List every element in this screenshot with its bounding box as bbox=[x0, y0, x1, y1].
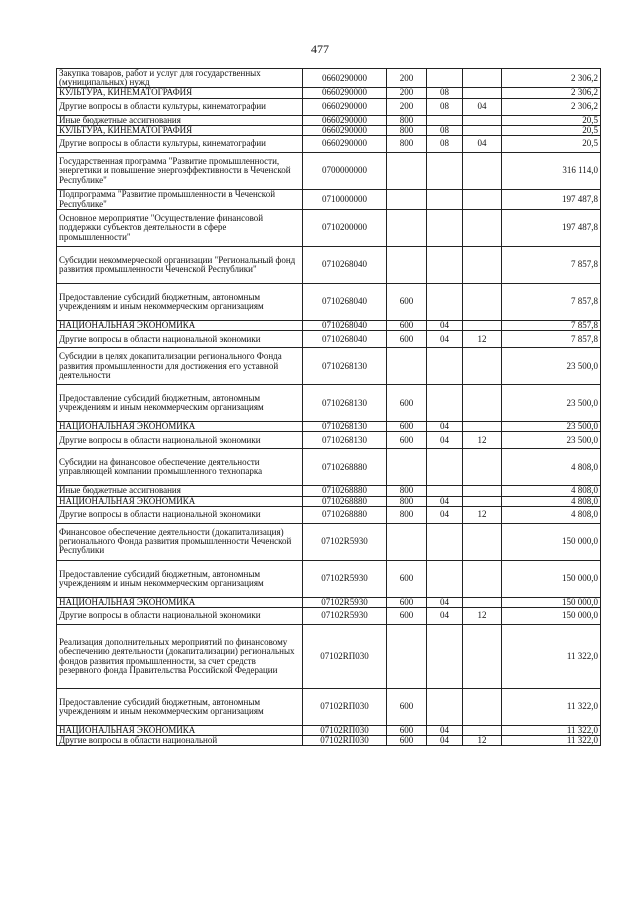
row-name: Другие вопросы в области национальной экономики bbox=[57, 608, 303, 625]
row-code: 0710000000 bbox=[303, 190, 387, 210]
row-section bbox=[427, 69, 463, 88]
row-expense-type bbox=[387, 523, 427, 560]
table-row bbox=[57, 726, 601, 736]
row-section: 08 bbox=[427, 125, 463, 135]
row-amount: 150 000,0 bbox=[502, 608, 601, 625]
row-subsection bbox=[463, 726, 502, 736]
row-section: 04 bbox=[427, 597, 463, 607]
row-code: 07102R5930 bbox=[303, 560, 387, 597]
row-name: Субсидии в целях докапитализации регионального Фонда развития промышленности для достижения его уставной деятельности bbox=[57, 348, 303, 385]
row-subsection bbox=[463, 69, 502, 88]
row-expense-type: 800 bbox=[387, 496, 427, 506]
row-amount: 4 808,0 bbox=[502, 486, 601, 496]
row-name: Другие вопросы в области культуры, кинематографии bbox=[57, 98, 303, 115]
row-section: 04 bbox=[427, 422, 463, 432]
row-subsection bbox=[463, 115, 502, 125]
row-name: Основное мероприятие "Осуществление финансовой поддержки субъектов деятельности в сфере промышленности" bbox=[57, 210, 303, 247]
row-expense-type: 600 bbox=[387, 331, 427, 348]
table-row bbox=[57, 125, 601, 135]
row-expense-type: 600 bbox=[387, 422, 427, 432]
row-code: 0710268040 bbox=[303, 284, 387, 321]
row-amount: 2 306,2 bbox=[502, 69, 601, 88]
row-name: Иные бюджетные ассигнования bbox=[57, 486, 303, 496]
row-amount: 23 500,0 bbox=[502, 432, 601, 449]
row-code: 0660290000 bbox=[303, 136, 387, 153]
table-row bbox=[57, 432, 601, 449]
table-row bbox=[57, 88, 601, 98]
row-amount: 4 808,0 bbox=[502, 496, 601, 506]
row-code: 0710268130 bbox=[303, 348, 387, 385]
row-name: Закупка товаров, работ и услуг для государственных (муниципальных) нужд bbox=[57, 69, 303, 88]
row-name: Предоставление субсидий бюджетным, автономным учреждениям и иным некоммерческим организациям bbox=[57, 385, 303, 422]
row-section: 04 bbox=[427, 506, 463, 523]
row-section bbox=[427, 348, 463, 385]
row-code: 0710268130 bbox=[303, 385, 387, 422]
row-amount: 11 322,0 bbox=[502, 736, 601, 746]
page-number: 477 bbox=[311, 42, 329, 56]
row-section bbox=[427, 486, 463, 496]
row-name: Другие вопросы в области культуры, кинематографии bbox=[57, 136, 303, 153]
row-subsection bbox=[463, 523, 502, 560]
row-section bbox=[427, 190, 463, 210]
row-expense-type bbox=[387, 247, 427, 284]
row-code: 0710268130 bbox=[303, 422, 387, 432]
row-code: 0710268040 bbox=[303, 247, 387, 284]
table-row bbox=[57, 153, 601, 190]
row-amount: 20,5 bbox=[502, 115, 601, 125]
row-section: 08 bbox=[427, 88, 463, 98]
row-subsection bbox=[463, 88, 502, 98]
row-expense-type: 800 bbox=[387, 486, 427, 496]
row-subsection: 12 bbox=[463, 432, 502, 449]
row-section bbox=[427, 247, 463, 284]
row-name: Предоставление субсидий бюджетным, автономным учреждениям и иным некоммерческим организациям bbox=[57, 689, 303, 726]
row-name: Субсидии некоммерческой организации "Региональный фонд развития промышленности Чеченской Республики" bbox=[57, 247, 303, 284]
row-code: 0700000000 bbox=[303, 153, 387, 190]
table-row bbox=[57, 422, 601, 432]
row-expense-type: 600 bbox=[387, 560, 427, 597]
budget-table-body bbox=[57, 69, 601, 746]
row-subsection bbox=[463, 321, 502, 331]
row-amount: 7 857,8 bbox=[502, 284, 601, 321]
row-amount: 23 500,0 bbox=[502, 348, 601, 385]
row-expense-type bbox=[387, 449, 427, 486]
table-row bbox=[57, 331, 601, 348]
row-amount: 316 114,0 bbox=[502, 153, 601, 190]
row-expense-type: 600 bbox=[387, 321, 427, 331]
row-section: 04 bbox=[427, 331, 463, 348]
table-row bbox=[57, 597, 601, 607]
row-name: КУЛЬТУРА, КИНЕМАТОГРАФИЯ bbox=[57, 125, 303, 135]
row-section bbox=[427, 689, 463, 726]
row-subsection bbox=[463, 422, 502, 432]
table-row bbox=[57, 136, 601, 153]
row-name: Другие вопросы в области национальной экономики bbox=[57, 506, 303, 523]
table-row bbox=[57, 247, 601, 284]
row-code: 07102RП030 bbox=[303, 625, 387, 689]
row-name: Предоставление субсидий бюджетным, автономным учреждениям и иным некоммерческим организациям bbox=[57, 284, 303, 321]
row-subsection: 12 bbox=[463, 608, 502, 625]
row-expense-type: 600 bbox=[387, 689, 427, 726]
row-name: Подпрограмма "Развитие промышленности в Чеченской Республике" bbox=[57, 190, 303, 210]
row-expense-type: 200 bbox=[387, 69, 427, 88]
row-expense-type bbox=[387, 625, 427, 689]
table-row bbox=[57, 689, 601, 726]
row-subsection bbox=[463, 449, 502, 486]
row-code: 0710268880 bbox=[303, 496, 387, 506]
row-subsection bbox=[463, 597, 502, 607]
table-row bbox=[57, 486, 601, 496]
table-row bbox=[57, 348, 601, 385]
table-row bbox=[57, 506, 601, 523]
row-name: КУЛЬТУРА, КИНЕМАТОГРАФИЯ bbox=[57, 88, 303, 98]
row-name: НАЦИОНАЛЬНАЯ ЭКОНОМИКА bbox=[57, 726, 303, 736]
row-expense-type: 200 bbox=[387, 98, 427, 115]
row-subsection bbox=[463, 486, 502, 496]
row-subsection: 12 bbox=[463, 736, 502, 746]
row-subsection bbox=[463, 560, 502, 597]
table-row bbox=[57, 321, 601, 331]
row-code: 07102R5930 bbox=[303, 608, 387, 625]
row-subsection bbox=[463, 153, 502, 190]
row-subsection bbox=[463, 125, 502, 135]
row-code: 07102RП030 bbox=[303, 736, 387, 746]
row-name: НАЦИОНАЛЬНАЯ ЭКОНОМИКА bbox=[57, 422, 303, 432]
row-section bbox=[427, 210, 463, 247]
row-amount: 11 322,0 bbox=[502, 689, 601, 726]
row-code: 0710268880 bbox=[303, 506, 387, 523]
row-section: 04 bbox=[427, 736, 463, 746]
row-amount: 23 500,0 bbox=[502, 385, 601, 422]
row-subsection bbox=[463, 625, 502, 689]
table-row bbox=[57, 385, 601, 422]
row-name: НАЦИОНАЛЬНАЯ ЭКОНОМИКА bbox=[57, 321, 303, 331]
row-name: Другие вопросы в области национальной экономики bbox=[57, 331, 303, 348]
row-amount: 20,5 bbox=[502, 125, 601, 135]
row-section: 04 bbox=[427, 321, 463, 331]
row-code: 0710268880 bbox=[303, 486, 387, 496]
row-subsection bbox=[463, 210, 502, 247]
row-code: 07102RП030 bbox=[303, 726, 387, 736]
row-code: 0710200000 bbox=[303, 210, 387, 247]
row-subsection: 04 bbox=[463, 98, 502, 115]
table-row bbox=[57, 608, 601, 625]
row-name: НАЦИОНАЛЬНАЯ ЭКОНОМИКА bbox=[57, 597, 303, 607]
row-code: 0660290000 bbox=[303, 125, 387, 135]
row-subsection bbox=[463, 385, 502, 422]
row-amount: 4 808,0 bbox=[502, 449, 601, 486]
row-section: 08 bbox=[427, 136, 463, 153]
row-amount: 4 808,0 bbox=[502, 506, 601, 523]
row-subsection: 12 bbox=[463, 506, 502, 523]
table-row bbox=[57, 98, 601, 115]
row-amount: 2 306,2 bbox=[502, 88, 601, 98]
table-row bbox=[57, 523, 601, 560]
row-expense-type bbox=[387, 348, 427, 385]
row-subsection: 04 bbox=[463, 136, 502, 153]
row-expense-type: 200 bbox=[387, 88, 427, 98]
row-name: Предоставление субсидий бюджетным, автономным учреждениям и иным некоммерческим организациям bbox=[57, 560, 303, 597]
row-code: 07102R5930 bbox=[303, 523, 387, 560]
table-row bbox=[57, 69, 601, 88]
row-subsection bbox=[463, 348, 502, 385]
row-code: 0710268880 bbox=[303, 449, 387, 486]
row-section bbox=[427, 449, 463, 486]
row-subsection bbox=[463, 689, 502, 726]
table-row bbox=[57, 496, 601, 506]
row-expense-type: 600 bbox=[387, 597, 427, 607]
row-name: НАЦИОНАЛЬНАЯ ЭКОНОМИКА bbox=[57, 496, 303, 506]
row-expense-type: 600 bbox=[387, 385, 427, 422]
row-code: 07102R5930 bbox=[303, 597, 387, 607]
row-code: 0660290000 bbox=[303, 69, 387, 88]
table-row bbox=[57, 284, 601, 321]
row-name: Финансовое обеспечение деятельности (докапитализация) регионального Фонда развития промышленности Чеченской Республики bbox=[57, 523, 303, 560]
row-subsection bbox=[463, 247, 502, 284]
row-amount: 23 500,0 bbox=[502, 422, 601, 432]
row-amount: 150 000,0 bbox=[502, 523, 601, 560]
row-expense-type: 600 bbox=[387, 726, 427, 736]
row-section: 04 bbox=[427, 496, 463, 506]
row-amount: 150 000,0 bbox=[502, 597, 601, 607]
row-expense-type: 600 bbox=[387, 284, 427, 321]
table-row bbox=[57, 736, 601, 746]
row-code: 0660290000 bbox=[303, 88, 387, 98]
row-section: 04 bbox=[427, 608, 463, 625]
row-section bbox=[427, 385, 463, 422]
row-section bbox=[427, 523, 463, 560]
row-expense-type: 600 bbox=[387, 736, 427, 746]
row-code: 07102RП030 bbox=[303, 689, 387, 726]
row-expense-type: 800 bbox=[387, 115, 427, 125]
table-row bbox=[57, 115, 601, 125]
row-subsection bbox=[463, 284, 502, 321]
table-row bbox=[57, 449, 601, 486]
row-amount: 2 306,2 bbox=[502, 98, 601, 115]
row-section bbox=[427, 115, 463, 125]
row-code: 0710268130 bbox=[303, 432, 387, 449]
row-name: Реализация дополнительных мероприятий по финансовому обеспечению деятельности (докапитализации) региональных фондов развития промышленности, за счет средств резервного фонда Правительства Российской Федерации bbox=[57, 625, 303, 689]
row-amount: 11 322,0 bbox=[502, 625, 601, 689]
row-expense-type: 800 bbox=[387, 125, 427, 135]
row-section bbox=[427, 625, 463, 689]
row-expense-type: 600 bbox=[387, 432, 427, 449]
table-row bbox=[57, 560, 601, 597]
row-expense-type: 800 bbox=[387, 506, 427, 523]
row-expense-type: 600 bbox=[387, 608, 427, 625]
row-code: 0710268040 bbox=[303, 331, 387, 348]
row-expense-type bbox=[387, 153, 427, 190]
row-name: Другие вопросы в области национальной экономики bbox=[57, 432, 303, 449]
row-section: 04 bbox=[427, 432, 463, 449]
row-name: Иные бюджетные ассигнования bbox=[57, 115, 303, 125]
row-subsection: 12 bbox=[463, 331, 502, 348]
row-amount: 7 857,8 bbox=[502, 321, 601, 331]
row-code: 0660290000 bbox=[303, 98, 387, 115]
table-row bbox=[57, 190, 601, 210]
row-code: 0710268040 bbox=[303, 321, 387, 331]
row-amount: 197 487,8 bbox=[502, 190, 601, 210]
row-expense-type bbox=[387, 190, 427, 210]
row-name: Государственная программа "Развитие промышленности, энергетики и повышение энергоэффективности в Чеченской Республике" bbox=[57, 153, 303, 190]
row-expense-type: 800 bbox=[387, 136, 427, 153]
table-row bbox=[57, 625, 601, 689]
row-amount: 197 487,8 bbox=[502, 210, 601, 247]
row-amount: 11 322,0 bbox=[502, 726, 601, 736]
row-subsection bbox=[463, 190, 502, 210]
row-name: Другие вопросы в области национальной bbox=[57, 736, 303, 746]
row-expense-type bbox=[387, 210, 427, 247]
row-section: 04 bbox=[427, 726, 463, 736]
row-code: 0660290000 bbox=[303, 115, 387, 125]
row-section: 08 bbox=[427, 98, 463, 115]
row-amount: 7 857,8 bbox=[502, 247, 601, 284]
row-subsection bbox=[463, 496, 502, 506]
table-row bbox=[57, 210, 601, 247]
row-amount: 150 000,0 bbox=[502, 560, 601, 597]
row-amount: 20,5 bbox=[502, 136, 601, 153]
budget-table bbox=[56, 68, 601, 746]
row-section bbox=[427, 284, 463, 321]
row-name: Субсидии на финансовое обеспечение деятельности управляющей компании промышленного технопарка bbox=[57, 449, 303, 486]
row-amount: 7 857,8 bbox=[502, 331, 601, 348]
row-section bbox=[427, 560, 463, 597]
row-section bbox=[427, 153, 463, 190]
